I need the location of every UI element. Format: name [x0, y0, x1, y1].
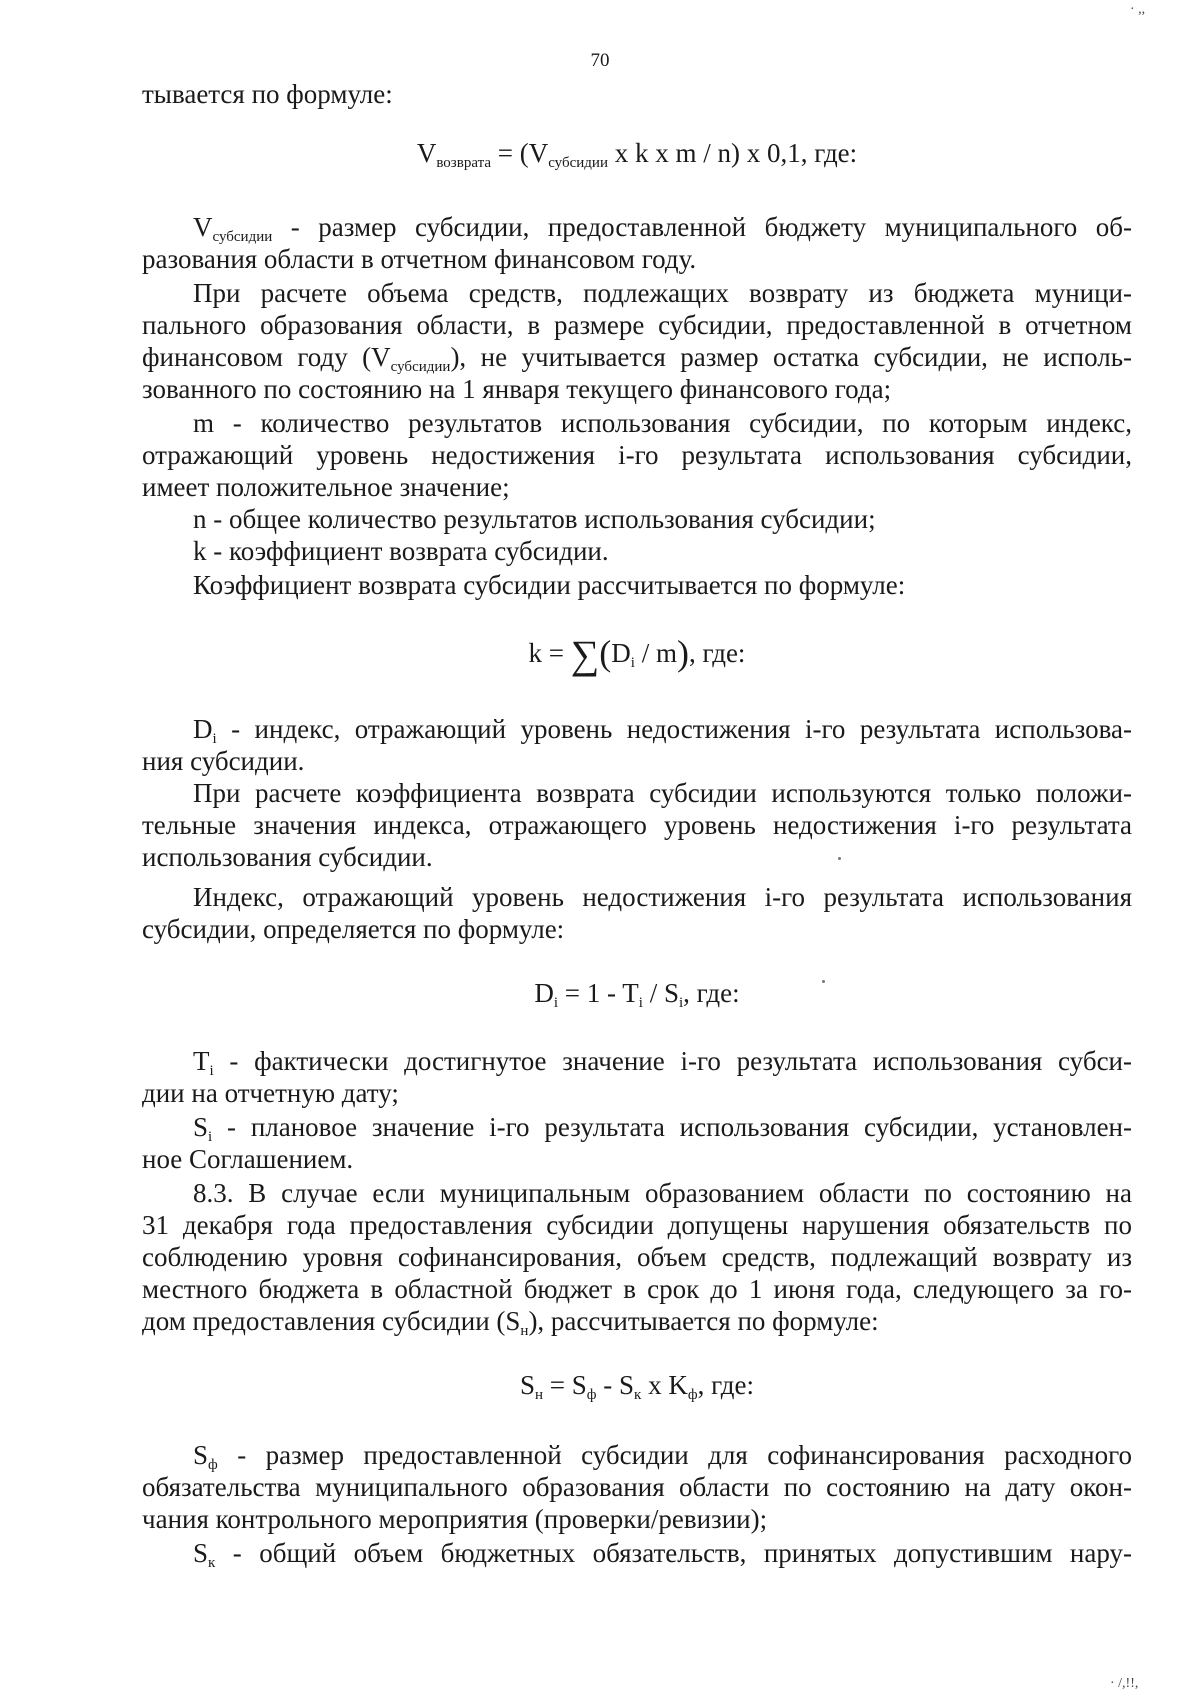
symbol: T: [193, 1046, 210, 1076]
text-line-18: При расчете коэффициента возврата субсидии используются только положи-: [193, 778, 1132, 808]
formula-subscript: ф: [687, 1387, 698, 1403]
formula-d: [142, 977, 1132, 1009]
formula-part: , где:: [683, 978, 740, 1008]
text-line-7: [142, 341, 1132, 373]
text-line-12: n - общее количество результатов использования субсидии;: [193, 504, 876, 534]
text-line-5: При расчете объема средств, подлежащих возврату из бюджета муници-: [193, 278, 1132, 308]
text-line-3: [193, 211, 1132, 243]
text-line-14: Коэффициент возврата субсидии рассчитывается по формуле:: [193, 570, 906, 600]
formula-subscript: субсидии: [548, 155, 608, 171]
formula-part: / S: [642, 978, 679, 1008]
formula-part: = (V: [490, 138, 549, 168]
formula-sn: [142, 1369, 1132, 1401]
symbol: V: [193, 212, 213, 242]
text-line-35: обязательства муниципального образования области по состоянию на дату окон-: [142, 1472, 1132, 1502]
text-line-24: [193, 1045, 1132, 1077]
text-line-1: тывается по формуле:: [142, 79, 393, 109]
formula-part: , где:: [697, 1370, 755, 1400]
formula-part: k =: [528, 638, 571, 668]
text-part: финансовом году (V: [142, 342, 391, 372]
subscript: к: [208, 1555, 216, 1571]
scan-mark-bottom: · /,!!,: [1110, 1676, 1139, 1691]
formula-subscript: i: [638, 995, 643, 1011]
text-part: - индекс, отражающий уровень недостижения i-го результата использова-: [216, 714, 1132, 744]
text-line-30: соблюдению уровня софинансирования, объем средств, подлежащий возврату из: [142, 1242, 1132, 1272]
formula-part: D: [611, 638, 631, 668]
formula-vozvrata: [142, 137, 1132, 169]
text-line-37: [193, 1537, 1132, 1569]
subscript: субсидии: [390, 359, 451, 375]
scan-mark-top: · ,,: [1130, 2, 1146, 17]
subscript: i: [212, 731, 217, 747]
formula-part: = 1 - T: [558, 978, 639, 1008]
scan-speck: [838, 857, 841, 860]
text-line-28: 8.3. В случае если муниципальным образованием области по состоянию на: [193, 1178, 1132, 1208]
formula-symbol: D: [534, 978, 554, 1008]
formula-part: ): [676, 633, 689, 673]
formula-part: , где:: [688, 638, 746, 668]
sum-symbol: ∑: [570, 632, 600, 677]
text-line-36: чания контрольного мероприятия (проверки/ревизии);: [142, 1504, 768, 1534]
symbol: D: [193, 714, 213, 744]
subscript: н: [520, 1323, 529, 1339]
text-line-4: разования области в отчетном финансовом году.: [142, 244, 697, 274]
text-part: - плановое значение i-го результата использования субсидии, установлен-: [212, 1112, 1132, 1142]
subscript: субсидии: [212, 229, 273, 245]
formula-part: x K: [641, 1370, 688, 1400]
scan-speck: [822, 980, 825, 983]
text-part: ), не учитывается размер остатка субсидии, не исполь-: [450, 342, 1132, 372]
subscript: ф: [208, 1457, 218, 1473]
formula-subscript: н: [535, 1387, 544, 1403]
formula-subscript: ф: [586, 1387, 597, 1403]
text-line-34: [193, 1439, 1132, 1471]
text-line-29: 31 декабря года предоставления субсидии допущены нарушения обязательств по: [142, 1210, 1132, 1240]
page-number: 70: [590, 50, 610, 71]
text-part: - размер предоставленной субсидии для софинансирования расходного: [217, 1440, 1132, 1470]
symbol: S: [193, 1112, 209, 1142]
formula-part: = S: [543, 1370, 587, 1400]
text-part: ), рассчитывается по формуле:: [528, 1306, 879, 1336]
formula-symbol: V: [416, 138, 437, 168]
formula-part: - S: [596, 1370, 635, 1400]
formula-subscript: возврата: [436, 155, 491, 171]
text-line-25: дии на отчетную дату;: [142, 1078, 399, 1108]
text-line-17: ния субсидии.: [142, 746, 305, 776]
formula-subscript: i: [553, 995, 559, 1011]
symbol: S: [193, 1440, 209, 1470]
formula-subscript: к: [634, 1387, 642, 1403]
subscript: i: [208, 1129, 213, 1145]
text-line-27: ное Соглашением.: [142, 1144, 354, 1174]
text-part: - размер субсидии, предоставленной бюджету муниципального об-: [272, 212, 1132, 242]
text-part: - фактически достигнутое значение i-го результата использования субси-: [213, 1046, 1132, 1076]
text-line-6: пального образования области, в размере субсидии, предоставленной в отчетном: [142, 310, 1132, 340]
text-line-20: использования субсидии.: [142, 842, 433, 872]
formula-part: (: [599, 633, 612, 673]
formula-part: x k x m / n) x 0,1, где:: [607, 138, 858, 168]
text-line-10: отражающий уровень недостижения i-го результата использования субсидии,: [142, 440, 1132, 470]
text-part: дом предоставления субсидии (S: [142, 1306, 521, 1336]
text-line-31: местного бюджета в областной бюджет в срок до 1 июня года, следующего за го-: [142, 1274, 1132, 1304]
formula-subscript: i: [630, 655, 635, 671]
text-line-13: k - коэффициент возврата субсидии.: [193, 536, 609, 566]
text-line-22: субсидии, определяется по формуле:: [142, 914, 565, 944]
symbol: S: [193, 1538, 209, 1568]
formula-subscript: i: [678, 995, 684, 1011]
text-line-11: имеет положительное значение;: [142, 472, 510, 502]
text-line-8: зованного по состоянию на 1 января текущего финансового года;: [142, 374, 892, 404]
text-line-26: [193, 1111, 1132, 1143]
subscript: i: [209, 1063, 214, 1079]
formula-symbol: S: [519, 1370, 535, 1400]
formula-part: / m: [634, 638, 677, 668]
text-part: - общий объем бюджетных обязательств, принятых допустившим нару-: [215, 1538, 1132, 1568]
text-line-16: [193, 713, 1132, 745]
text-line-21: Индекс, отражающий уровень недостижения i-го результата использования: [193, 882, 1132, 912]
text-line-19: тельные значения индекса, отражающего уровень недостижения i-го результата: [142, 810, 1132, 840]
text-line-9: m - количество результатов использования субсидии, по которым индекс,: [193, 408, 1132, 438]
formula-k: [142, 632, 1132, 677]
text-line-32: [142, 1305, 1132, 1337]
